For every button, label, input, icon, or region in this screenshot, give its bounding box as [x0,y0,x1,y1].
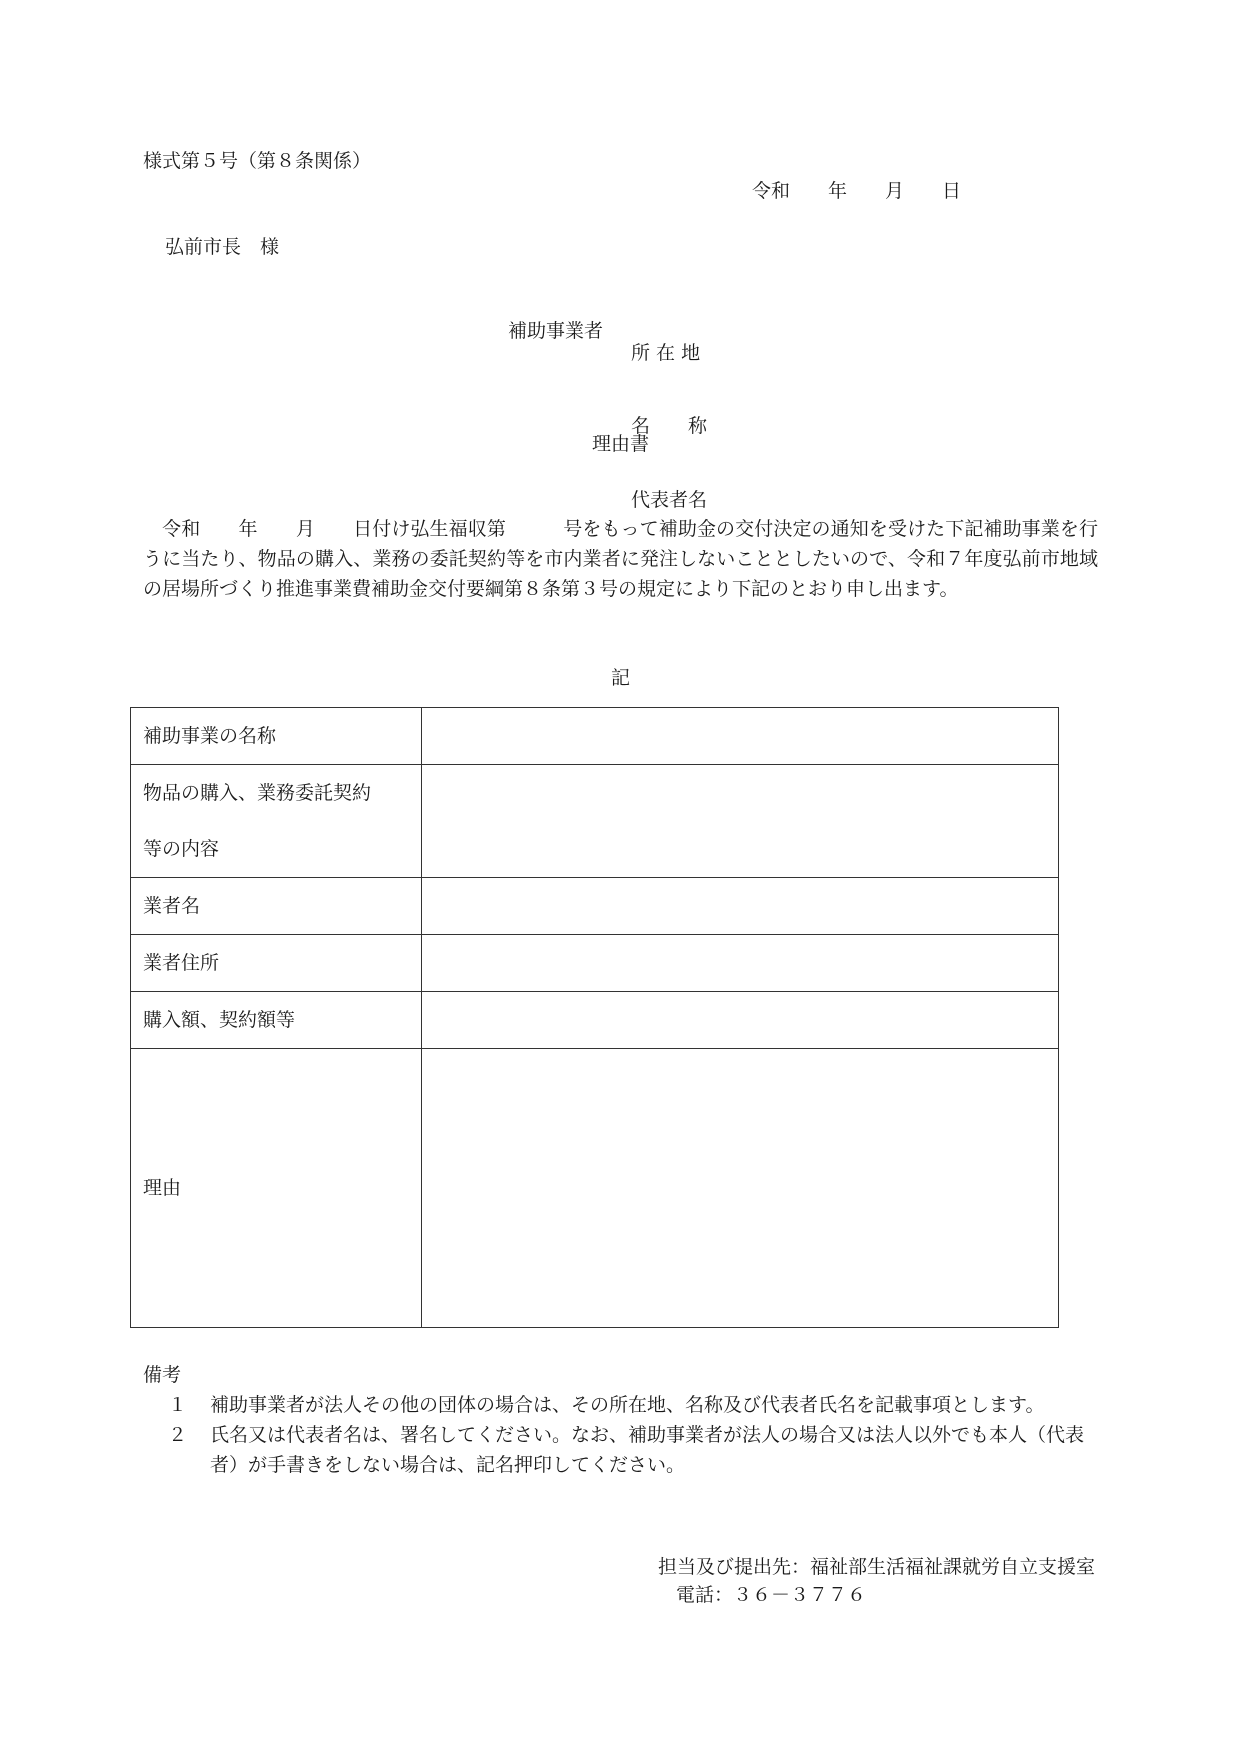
table-row-contents [131,765,1059,878]
label-cell [131,1049,422,1328]
details-table [130,707,1059,1328]
table-row-reason [131,1049,1059,1328]
label-cell [131,708,422,765]
remarks-item-number: １ [168,1394,188,1416]
date-line: 令和 年 月 日 [752,180,962,202]
reason-field[interactable] [422,1049,1059,1328]
document-title: 理由書 [591,433,649,455]
label-cell [131,878,422,935]
remarks-item [143,1420,1103,1480]
applicant-role-label: 補助事業者 [508,320,604,342]
addressee: 弘前市長 様 [165,236,280,258]
row-label: 業者住所 [143,952,220,974]
row-label: 業者名 [143,895,201,917]
table-row-vendor-name [131,878,1059,935]
row-label: 補助事業の名称 [143,725,277,747]
project-name-field[interactable] [422,708,1059,765]
table-row-project-name [131,708,1059,765]
applicant-name-label: 名 称 [631,415,708,438]
row-label: 理由 [143,1177,182,1199]
vendor-address-field[interactable] [422,935,1059,992]
ki-heading: 記 [610,667,630,689]
remarks-item-text: 氏名又は代表者名は、署名してください。なお、補助事業者が法人の場合又は法人以外でも本人（代表者）が手書きをしない場合は、記名押印してください。 [210,1424,1085,1476]
table-row-vendor-address [131,935,1059,992]
remarks-item-number: ２ [168,1424,188,1446]
phone-number: 電話：３６－３７７６ [675,1584,866,1606]
form-number: 様式第５号（第８条関係） [143,150,372,172]
row-label: 購入額、契約額等 [143,1009,296,1031]
amount-field[interactable] [422,992,1059,1049]
label-cell [131,992,422,1049]
remarks-title: 備考 [143,1364,182,1386]
body-paragraph [143,514,1098,604]
remarks-section [143,1360,1103,1480]
applicant-fields [631,293,707,537]
remarks-item-text: 補助事業者が法人その他の団体の場合は、その所在地、名称及び代表者氏名を記載事項とします。 [210,1394,1045,1416]
label-cell [131,765,422,878]
label-cell [131,935,422,992]
body-paragraph-text: 令和 年 月 日付け弘生福収第 号をもって補助金の交付決定の通知を受けた下記補助事業を行うに当たり、物品の購入、業務の委託契約等を市内業者に発注しないこととしたいので、令和７年度弘前市地域の居場所づくり推進事業費補助金交付要綱第８条第３号の規定により下記のとおり申し出ます。 [143,518,1098,600]
row-label: 物品の購入、業務委託契約 等の内容 [143,782,372,860]
remarks-item [143,1390,1103,1420]
table-row-amount [131,992,1059,1049]
contact-info: 担当及び提出先：福祉部生活福祉課就労自立支援室 [657,1556,1095,1578]
vendor-name-field[interactable] [422,878,1059,935]
applicant-address-label: 所 在 地 [631,341,701,364]
contents-field[interactable] [422,765,1059,878]
applicant-representative-label: 代表者名 [631,488,708,511]
